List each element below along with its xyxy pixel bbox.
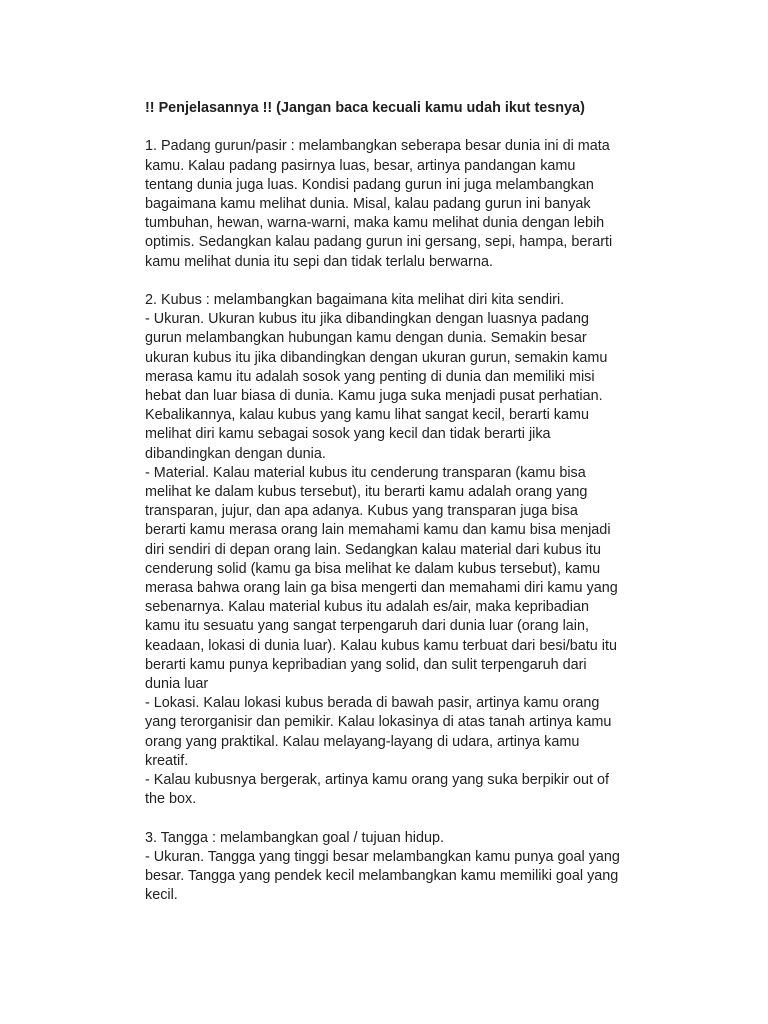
text-line: besar. Tangga yang pendek kecil melambangkan kamu memiliki goal yang <box>145 868 619 885</box>
text-line: kamu melihat dunia itu sepi dan tidak terlalu berwarna. <box>145 253 493 270</box>
document-title: !! Penjelasannya !! (Jangan baca kecuali kamu udah ikut tesnya) <box>145 100 585 116</box>
text-line: the box. <box>145 791 197 808</box>
text-line: kamu itu sesuatu yang sangat terpengaruh dari dunia luar (orang lain, <box>145 618 589 635</box>
text-line: kreatif. <box>145 752 189 769</box>
text-line: 1. Padang gurun/pasir : melambangkan seberapa besar dunia ini di mata <box>145 138 610 155</box>
text-line: melihat diri kamu sebagai sosok yang kecil dan tidak berarti jika <box>145 426 551 443</box>
text-line: bagaimana kamu melihat dunia. Misal, kalau padang gurun ini banyak <box>145 196 591 212</box>
text-line: 2. Kubus : melambangkan bagaimana kita melihat diri kita sendiri. <box>145 292 565 308</box>
text-line: orang yang praktikal. Kalau melayang-layang di udara, artinya kamu <box>145 733 580 750</box>
text-line: yang terorganisir dan pemikir. Kalau lokasinya di atas tanah artinya kamu <box>145 714 612 731</box>
text-line: Kebalikannya, kalau kubus yang kamu lihat sangat kecil, berarti kamu <box>145 407 589 424</box>
text-line: 3. Tangga : melambangkan goal / tujuan hidup. <box>145 829 444 846</box>
text-line: - Lokasi. Kalau lokasi kubus berada di bawah pasir, artinya kamu orang <box>145 695 600 712</box>
text-line: kecil. <box>145 887 178 904</box>
text-line: - Material. Kalau material kubus itu cenderung transparan (kamu bisa <box>145 464 586 481</box>
text-line: dunia luar <box>145 676 209 693</box>
text-line: tentang dunia juga luas. Kondisi padang gurun ini juga melambangkan <box>145 176 594 193</box>
paragraph-kubus <box>145 291 665 809</box>
text-line: diri sendiri di depan orang lain. Sedangkan kalau material dari kubus itu <box>145 541 601 558</box>
text-line: merasa bahwa orang lain ga bisa mengerti dan memahami diri kamu yang <box>145 580 618 597</box>
text-line: sebenarnya. Kalau material kubus itu adalah es/air, maka kepribadian <box>145 599 589 616</box>
text-line: tumbuhan, hewan, warna-warni, maka kamu melihat dunia dengan lebih <box>145 215 605 232</box>
text-line: kamu. Kalau padang pasirnya luas, besar, artinya pandangan kamu <box>145 157 576 174</box>
text-line: hebat dan luar biasa di dunia. Kamu juga suka menjadi pusat perhatian. <box>145 388 603 405</box>
text-line: ukuran kubus itu jika dibandingkan dengan ukuran gurun, semakin kamu <box>145 349 608 366</box>
text-line: optimis. Sedangkan kalau padang gurun ini gersang, sepi, hampa, berarti <box>145 234 613 251</box>
text-line: cenderung solid (kamu ga bisa melihat ke dalam kubus tersebut), kamu <box>145 560 601 577</box>
text-line: - Ukuran. Tangga yang tinggi besar melambangkan kamu punya goal yang <box>145 848 620 865</box>
text-line: berarti kamu merasa orang lain memahami kamu dan kamu bisa menjadi <box>145 522 611 539</box>
text-line: berarti kamu punya kepribadian yang solid, dan sulit terpengaruh dari <box>145 656 587 673</box>
document-page <box>145 99 665 925</box>
text-line: transparan, jujur, dan apa adanya. Kubus yang transparan juga bisa <box>145 503 578 520</box>
text-line: gurun melambangkan hubungan kamu dengan dunia. Semakin besar <box>145 330 587 347</box>
text-line: dibandingkan dengan dunia. <box>145 445 326 462</box>
text-line: - Kalau kubusnya bergerak, artinya kamu orang yang suka berpikir out of <box>145 772 609 789</box>
paragraph-tangga <box>145 829 665 906</box>
text-line: keadaan, lokasi di dunia luar). Kalau kubus kamu terbuat dari besi/batu itu <box>145 637 617 654</box>
text-line: merasa kamu itu adalah sosok yang penting di dunia dan memiliki misi <box>145 368 595 385</box>
text-line: melihat ke dalam kubus tersebut), itu berarti kamu adalah orang yang <box>145 484 588 501</box>
paragraph-padang-gurun <box>145 137 665 271</box>
text-line: - Ukuran. Ukuran kubus itu jika dibandingkan dengan luasnya padang <box>145 311 590 328</box>
